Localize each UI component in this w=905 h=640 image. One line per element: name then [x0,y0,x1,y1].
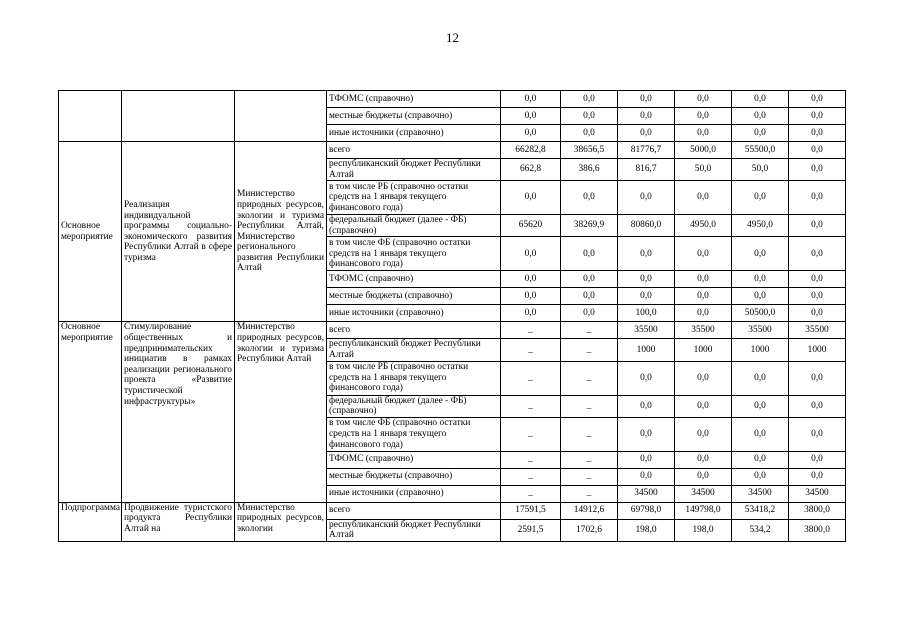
amount-cell: 816,7 [618,159,675,181]
amount-cell: 1000 [732,339,789,361]
amount-cell: 80860,0 [618,215,675,237]
amount-cell: 53418,2 [732,502,789,519]
amount-cell: 0,0 [732,468,789,485]
executor-cell [235,91,327,142]
amount-cell: 0,0 [618,125,675,142]
table-row [59,322,846,339]
amount-cell: 0,0 [732,395,789,417]
amount-cell: 14912,6 [561,502,618,519]
funding-source-cell: местные бюджеты (справочно) [327,288,501,305]
amount-cell: _ [561,395,618,417]
amount-cell: 0,0 [789,361,846,395]
amount-cell: 0,0 [675,451,732,468]
amount-cell: 0,0 [618,451,675,468]
funding-source-cell: республиканский бюджет Республики Алтай [327,519,501,541]
funding-source-cell: республиканский бюджет Республики Алтай [327,339,501,361]
amount-cell: 55500,0 [732,142,789,159]
amount-cell: 38269,9 [561,215,618,237]
amount-cell: _ [501,322,561,339]
table-row [59,502,846,519]
measure-name-cell: Стимулирование общественных и предпринимательских инициатив в рамках реализации регионального проекта «Развитие туристической инфраструктуры» [122,322,235,502]
funding-source-cell: в том числе ФБ (справочно остатки средств на 1 января текущего финансового года) [327,417,501,451]
funding-source-cell: в том числе РБ (справочно остатки средств на 1 января текущего финансового года) [327,361,501,395]
amount-cell: 198,0 [675,519,732,541]
amount-cell: 0,0 [732,125,789,142]
amount-cell: 0,0 [675,271,732,288]
amount-cell: 0,0 [675,361,732,395]
amount-cell: 100,0 [618,305,675,322]
amount-cell: _ [501,485,561,502]
amount-cell: 0,0 [501,108,561,125]
amount-cell: 149798,0 [675,502,732,519]
funding-source-cell: всего [327,322,501,339]
amount-cell: 0,0 [789,125,846,142]
amount-cell: 0,0 [789,417,846,451]
amount-cell: 0,0 [675,91,732,108]
amount-cell: 5000,0 [675,142,732,159]
amount-cell: _ [501,361,561,395]
amount-cell: 0,0 [618,271,675,288]
amount-cell: 0,0 [618,288,675,305]
page-number: 12 [446,30,459,45]
amount-cell: 34500 [732,485,789,502]
amount-cell: _ [561,468,618,485]
funding-source-cell: в том числе ФБ (справочно остатки средств на 1 января текущего финансового года) [327,237,501,271]
funding-source-cell: всего [327,502,501,519]
table-row [59,91,846,108]
amount-cell: 0,0 [789,288,846,305]
measure-type-cell [59,91,122,142]
amount-cell: 0,0 [675,237,732,271]
amount-cell: 2591,5 [501,519,561,541]
amount-cell: 0,0 [732,451,789,468]
measure-name-cell: Продвижение туристского продукта Республики Алтай на [122,502,235,541]
amount-cell: 662,8 [501,159,561,181]
amount-cell: 0,0 [789,395,846,417]
amount-cell: 0,0 [789,305,846,322]
funding-source-cell: республиканский бюджет Республики Алтай [327,159,501,181]
amount-cell: 3800,0 [789,519,846,541]
amount-cell: 0,0 [675,417,732,451]
amount-cell: 0,0 [561,108,618,125]
amount-cell: 0,0 [732,237,789,271]
table-row [59,142,846,159]
amount-cell: _ [561,361,618,395]
funding-source-cell: ТФОМС (справочно) [327,91,501,108]
amount-cell: 0,0 [618,417,675,451]
amount-cell: 0,0 [618,181,675,215]
amount-cell: 0,0 [732,288,789,305]
amount-cell: 0,0 [675,108,732,125]
budget-table [58,90,846,542]
funding-source-cell: местные бюджеты (справочно) [327,468,501,485]
amount-cell: 0,0 [789,142,846,159]
amount-cell: 81776,7 [618,142,675,159]
amount-cell: 0,0 [732,271,789,288]
amount-cell: 0,0 [501,181,561,215]
amount-cell: 0,0 [789,271,846,288]
amount-cell: 0,0 [618,237,675,271]
amount-cell: 0,0 [675,181,732,215]
amount-cell: _ [501,451,561,468]
amount-cell: 0,0 [732,417,789,451]
funding-source-cell: местные бюджеты (справочно) [327,108,501,125]
measure-type-cell: Основное мероприятие [59,142,122,322]
amount-cell: 0,0 [501,288,561,305]
amount-cell: 66282,8 [501,142,561,159]
amount-cell: 17591,5 [501,502,561,519]
amount-cell: 35500 [618,322,675,339]
amount-cell: 35500 [789,322,846,339]
funding-source-cell: федеральный бюджет (далее - ФБ) (справочно) [327,395,501,417]
amount-cell: 34500 [675,485,732,502]
amount-cell: 4950,0 [675,215,732,237]
amount-cell: _ [501,395,561,417]
amount-cell: _ [561,485,618,502]
funding-source-cell: ТФОМС (справочно) [327,451,501,468]
amount-cell: 34500 [789,485,846,502]
amount-cell: 35500 [675,322,732,339]
amount-cell: _ [561,417,618,451]
amount-cell: 0,0 [732,91,789,108]
amount-cell: _ [501,417,561,451]
amount-cell: 0,0 [675,395,732,417]
executor-cell: Министерство природных ресурсов, экологии и туризма Республики Алтай, Министерство регионального развития Республики Алтай [235,142,327,322]
amount-cell: 0,0 [561,125,618,142]
amount-cell: 0,0 [618,91,675,108]
amount-cell: 0,0 [618,361,675,395]
funding-source-cell: иные источники (справочно) [327,125,501,142]
funding-source-cell: иные источники (справочно) [327,305,501,322]
amount-cell: 0,0 [618,468,675,485]
measure-name-cell [122,91,235,142]
amount-cell: 0,0 [501,125,561,142]
amount-cell: 50,0 [732,159,789,181]
amount-cell: 0,0 [789,159,846,181]
amount-cell: 0,0 [789,91,846,108]
amount-cell: 3800,0 [789,502,846,519]
amount-cell: 0,0 [789,181,846,215]
amount-cell: 198,0 [618,519,675,541]
amount-cell: 0,0 [732,108,789,125]
amount-cell: 50500,0 [732,305,789,322]
amount-cell: 0,0 [561,181,618,215]
amount-cell: 0,0 [561,91,618,108]
amount-cell: 38656,5 [561,142,618,159]
amount-cell: _ [561,339,618,361]
table-body [59,91,846,542]
amount-cell: 0,0 [732,361,789,395]
amount-cell: 0,0 [561,237,618,271]
measure-name-cell: Реализация индивидуальной программы социально-экономического развития Республики Алтай в сфере туризма [122,142,235,322]
amount-cell: 0,0 [501,305,561,322]
amount-cell: 0,0 [789,451,846,468]
amount-cell: _ [501,468,561,485]
amount-cell: 0,0 [789,108,846,125]
amount-cell: 1000 [789,339,846,361]
amount-cell: 0,0 [561,271,618,288]
amount-cell: _ [561,451,618,468]
amount-cell: 0,0 [789,215,846,237]
amount-cell: _ [561,322,618,339]
amount-cell: 0,0 [789,468,846,485]
amount-cell: 0,0 [561,288,618,305]
amount-cell: 534,2 [732,519,789,541]
amount-cell: 0,0 [732,181,789,215]
amount-cell: 1702,6 [561,519,618,541]
amount-cell: 4950,0 [732,215,789,237]
amount-cell: 0,0 [561,305,618,322]
funding-source-cell: в том числе РБ (справочно остатки средств на 1 января текущего финансового года) [327,181,501,215]
amount-cell: 0,0 [789,237,846,271]
amount-cell: 35500 [732,322,789,339]
measure-type-cell: Подпрограмма [59,502,122,541]
amount-cell: 69798,0 [618,502,675,519]
executor-cell: Министерство природных ресурсов, экологии и туризма Республики Алтай [235,322,327,502]
amount-cell: 0,0 [618,108,675,125]
amount-cell: 0,0 [501,271,561,288]
amount-cell: 0,0 [618,395,675,417]
amount-cell: 0,0 [675,288,732,305]
amount-cell: 65620 [501,215,561,237]
amount-cell: 34500 [618,485,675,502]
measure-type-cell: Основное мероприятие [59,322,122,502]
funding-source-cell: федеральный бюджет (далее - ФБ) (справочно) [327,215,501,237]
funding-source-cell: иные источники (справочно) [327,485,501,502]
amount-cell: 50,0 [675,159,732,181]
funding-source-cell: всего [327,142,501,159]
executor-cell: Министерство природных ресурсов, экологии [235,502,327,541]
amount-cell: 1000 [618,339,675,361]
funding-source-cell: ТФОМС (справочно) [327,271,501,288]
amount-cell: 0,0 [675,305,732,322]
amount-cell: 1000 [675,339,732,361]
amount-cell: 0,0 [675,468,732,485]
amount-cell: 0,0 [501,237,561,271]
amount-cell: 0,0 [675,125,732,142]
amount-cell: 386,6 [561,159,618,181]
amount-cell: 0,0 [501,91,561,108]
amount-cell: _ [501,339,561,361]
